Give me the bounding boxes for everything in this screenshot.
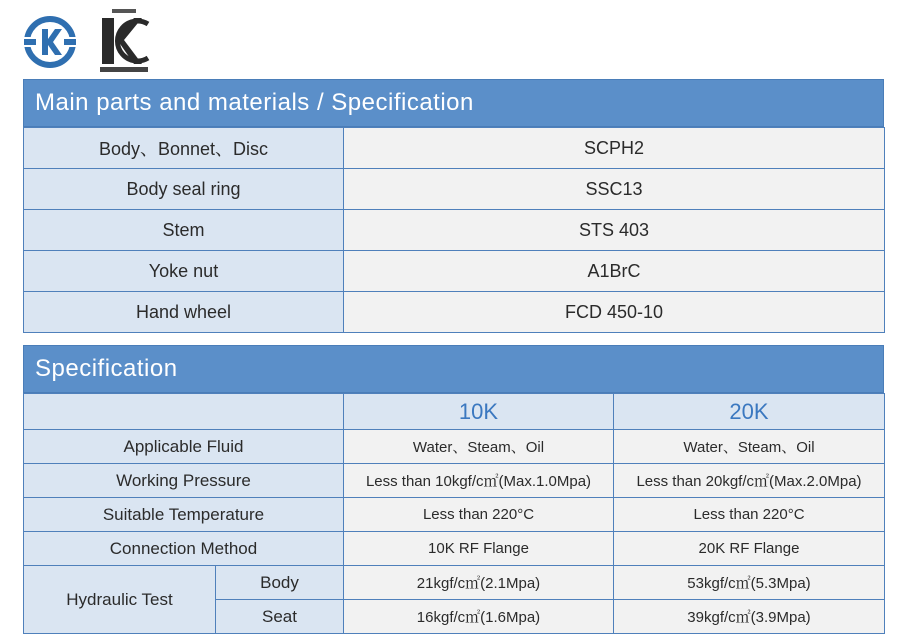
- table-row: [24, 498, 885, 532]
- spec-label: Working Pressure: [24, 464, 344, 498]
- part-name: Yoke nut: [24, 251, 344, 292]
- part-name: Hand wheel: [24, 292, 344, 333]
- spec-value-10k: Less than 10kgf/c㎡(Max.1.0Mpa): [344, 464, 614, 498]
- spec-value-10k: 10K RF Flange: [344, 532, 614, 566]
- table-row: [24, 169, 885, 210]
- material-value: STS 403: [344, 210, 885, 251]
- hydraulic-sub-label-body: Body: [216, 566, 344, 600]
- spec-label: Connection Method: [24, 532, 344, 566]
- materials-section-title: Main parts and materials / Specification: [23, 79, 884, 127]
- table-row: [24, 532, 885, 566]
- spec-value-20k: Water、Steam、Oil: [614, 430, 885, 464]
- kc-certification-logo: [94, 8, 154, 74]
- part-name: Stem: [24, 210, 344, 251]
- spec-value-20k: Less than 220°C: [614, 498, 885, 532]
- spec-value-20k: 20K RF Flange: [614, 532, 885, 566]
- column-header-row: [24, 394, 885, 430]
- material-value: FCD 450-10: [344, 292, 885, 333]
- materials-section: [23, 79, 884, 333]
- spec-value-10k: 21kgf/c㎡(2.1Mpa): [344, 566, 614, 600]
- ks-certification-logo: [22, 14, 78, 70]
- material-value: SSC13: [344, 169, 885, 210]
- materials-table: [23, 127, 885, 333]
- table-row: [24, 210, 885, 251]
- empty-corner-cell: [24, 394, 344, 430]
- table-row: [24, 292, 885, 333]
- specification-section-title: Specification: [23, 345, 884, 393]
- specification-section: [23, 345, 884, 634]
- material-value: A1BrC: [344, 251, 885, 292]
- table-row: [24, 251, 885, 292]
- table-row: [24, 430, 885, 464]
- spec-label: Suitable Temperature: [24, 498, 344, 532]
- spec-value-20k: 53kgf/c㎡(5.3Mpa): [614, 566, 885, 600]
- column-header-20k: 20K: [614, 394, 885, 430]
- spec-value-20k: Less than 20kgf/c㎡(Max.2.0Mpa): [614, 464, 885, 498]
- hydraulic-test-label: Hydraulic Test: [24, 566, 216, 634]
- part-name: Body、Bonnet、Disc: [24, 128, 344, 169]
- material-value: SCPH2: [344, 128, 885, 169]
- table-row: [24, 128, 885, 169]
- spec-value-10k: 16kgf/c㎡(1.6Mpa): [344, 600, 614, 634]
- spec-label: Applicable Fluid: [24, 430, 344, 464]
- specification-table: [23, 393, 885, 634]
- part-name: Body seal ring: [24, 169, 344, 210]
- spec-value-20k: 39kgf/c㎡(3.9Mpa): [614, 600, 885, 634]
- hydraulic-sub-label-seat: Seat: [216, 600, 344, 634]
- spec-value-10k: Water、Steam、Oil: [344, 430, 614, 464]
- table-row: [24, 566, 885, 600]
- table-row: [24, 464, 885, 498]
- spec-value-10k: Less than 220°C: [344, 498, 614, 532]
- column-header-10k: 10K: [344, 394, 614, 430]
- certification-logos: [22, 8, 162, 68]
